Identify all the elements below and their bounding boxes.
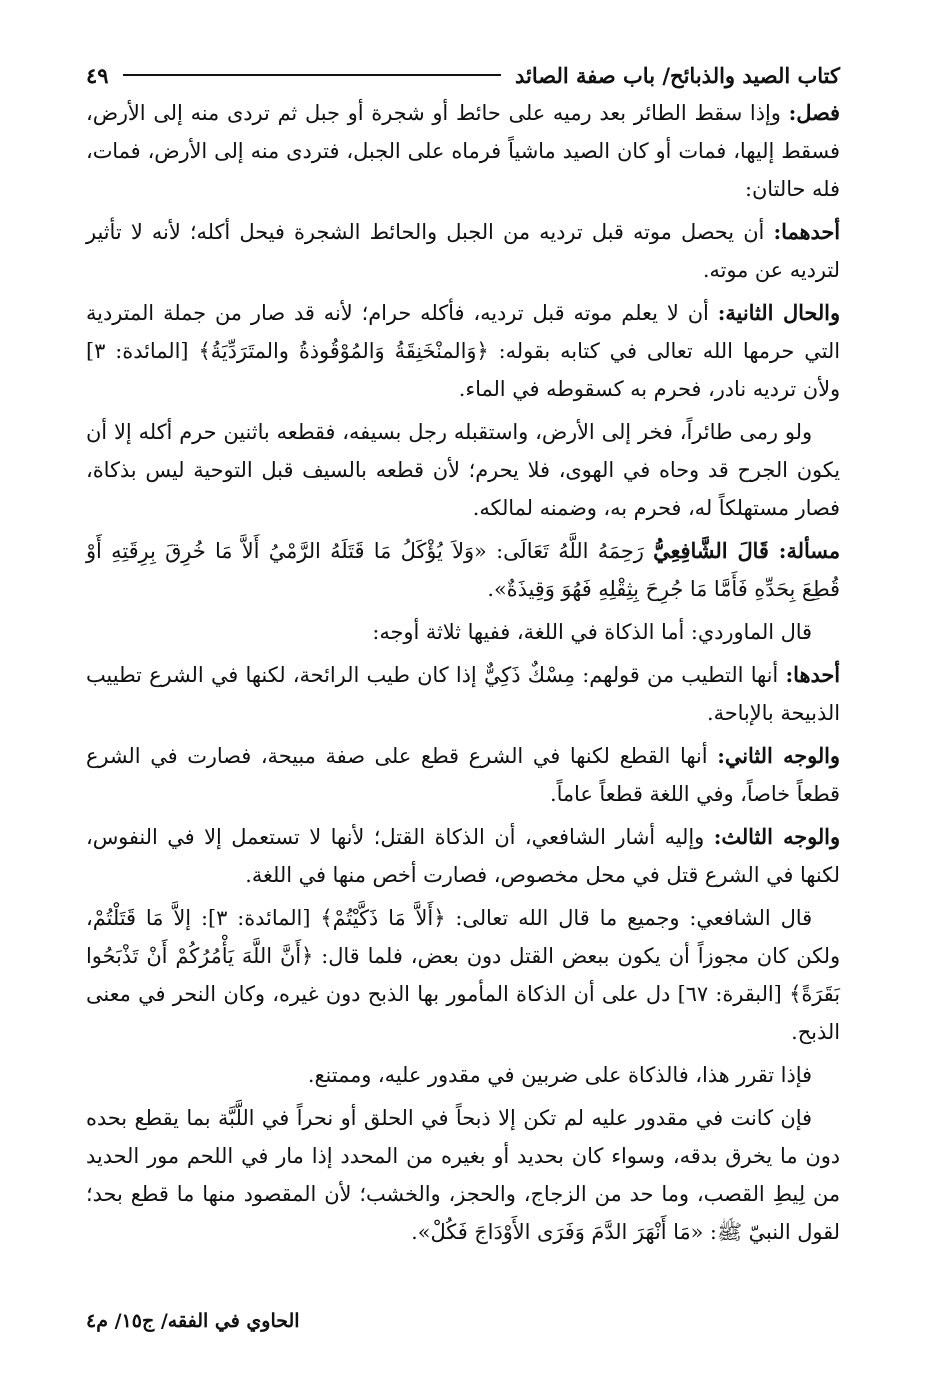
paragraph-text: وإليه أشار الشافعي، أن الذكاة القتل؛ لأنها لا تستعمل إلا في النفوس، لكنها في الشرع قتل في محل مخصوص، فصارت أخص منها في اللغة.	[86, 825, 840, 887]
paragraph	[86, 899, 840, 1051]
paragraph-lead: أحدها:	[785, 662, 840, 687]
paragraph-text: أنها القطع لكنها في الشرع قطع على صفة مبيحة، فصارت في الشرع قطعاً خاصاً، وفي اللغة قطعاً عاماً.	[86, 744, 840, 806]
paragraph	[86, 294, 840, 408]
paragraph-text: ولو رمى طائراً، فخر إلى الأرض، واستقبله رجل بسيفه، فقطعه باثنين حرم أكله إلا أن يكون الجرح قد وحاه في الهوى، فلا يحرم؛ لأن قطعه بالسيف قبل التوحية ليس بذكاة، فصار مستهلكاً له، فحرم به، وضمنه لمالكه.	[86, 420, 840, 520]
paragraph-lead: فصل:	[788, 100, 840, 125]
header-rule	[123, 74, 501, 76]
paragraph	[86, 613, 840, 651]
paragraph-text: أن لا يعلم موته قبل ترديه، فأكله حرام؛ لأنه قد صار من جملة المتردية التي حرمها الله تعالى في كتابه بقوله: ﴿وَالمنْخَنِقَةُ وَالمُوْقُوذةُ والمتَرَدِّيَةُ﴾ [المائدة: ٣] ولأن ترديه نادر، فحرم به كسقوطه في الماء.	[86, 301, 840, 401]
paragraph	[86, 1099, 840, 1251]
paragraph	[86, 1056, 840, 1094]
paragraph	[86, 737, 840, 813]
paragraph-text: أنها التطيب من قولهم: مِسْكٌ ذَكِيٌّ إذا كان طيب الرائحة، لكنها في الشرع تطييب الذبيحة بالإباحة.	[86, 663, 840, 725]
paragraph-lead: أحدهما:	[773, 219, 840, 244]
paragraph	[86, 94, 840, 208]
header-title: كتاب الصيد والذبائح/ باب صفة الصائد	[514, 62, 840, 88]
paragraph-text: رَحِمَهُ اللَّهُ تَعَالَى: «وَلاَ يُؤْكَلُ مَا قَتَلَهُ الرَّمْيُ أَلاَّ مَا خُرِقَ بِرِقَتِهِ أَوْ قُطِعَ بِحَدِّهِ فَأَمَّا مَا جُرِحَ بِثِقْلِهِ فَهُوَ وَقِيذَةٌ».	[86, 539, 840, 601]
paragraph-lead: والوجه الثاني:	[717, 743, 840, 768]
paragraph	[86, 413, 840, 527]
paragraph-lead: والحال الثانية:	[717, 300, 840, 325]
paragraph-lead: والوجه الثالث:	[713, 824, 840, 849]
paragraph	[86, 213, 840, 289]
paragraph-text: أن يحصل موته قبل ترديه من الجبل والحائط الشجرة فيحل أكله؛ لأنه لا تأثير لترديه عن موته.	[86, 220, 840, 282]
paragraph-text: فإن كانت في مقدور عليه لم تكن إلا ذبحاً في الحلق أو نحراً في اللَّبَّة بما يقطع بحده دون ما يخرق بدقه، وسواء كان بحديد أو بغيره من المحدد إذا مار في اللحم مور الحديد من لِيطِ القصب، وما حد من الزجاج، والحجز، والخشب؛ لأن المقصود منها ما قطع بحد؛ لقول النبيّ ﷺ: «مَا أَنْهَرَ الدَّمَ وَفَرَى الأَوْدَاجَ فَكُلْ».	[86, 1106, 840, 1244]
running-header	[86, 58, 840, 92]
paragraph-text: قال الماوردي: أما الذكاة في اللغة، ففيها ثلاثة أوجه:	[372, 620, 812, 644]
page-body	[86, 94, 840, 1251]
page-footer: الحاوي في الفقه/ ج١٥/ م٤	[86, 1310, 300, 1332]
paragraph-text: فإذا تقرر هذا، فالذكاة على ضربين في مقدور عليه، وممتنع.	[307, 1063, 812, 1087]
paragraph	[86, 656, 840, 732]
paragraph-text: وإذا سقط الطائر بعد رميه على حائط أو شجرة أو جبل ثم تردى منه إلى الأرض، فسقط إليها، فمات أو كان الصيد ماشياً فرماه على الجبل، فتردى منه إلى الأرض، فمات، فله حالتان:	[86, 101, 840, 201]
page-number: ٤٩	[86, 62, 109, 88]
paragraph	[86, 532, 840, 608]
paragraph-lead: مسألة: قَالَ الشَّافِعِيُّ	[653, 538, 840, 563]
paragraph	[86, 818, 840, 894]
paragraph-text: قال الشافعي: وجميع ما قال الله تعالى: ﴿أَلاَّ مَا ذَكَّيْتُمْ﴾ [المائدة: ٣]: إلاَّ مَا قَتَلْتُمْ، ولكن كان مجوزاً أن يكون ببعض القتل دون بعض، فلما قال: ﴿أَنَّ اللَّهَ يَأْمُرُكُمْ أَنْ تَذْبَحُوا بَقَرَةً﴾ [البقرة: ٦٧] دل على أن الذكاة المأمور بها الذبح دون غيره، وكان النحر في معنى الذبح.	[86, 906, 840, 1044]
